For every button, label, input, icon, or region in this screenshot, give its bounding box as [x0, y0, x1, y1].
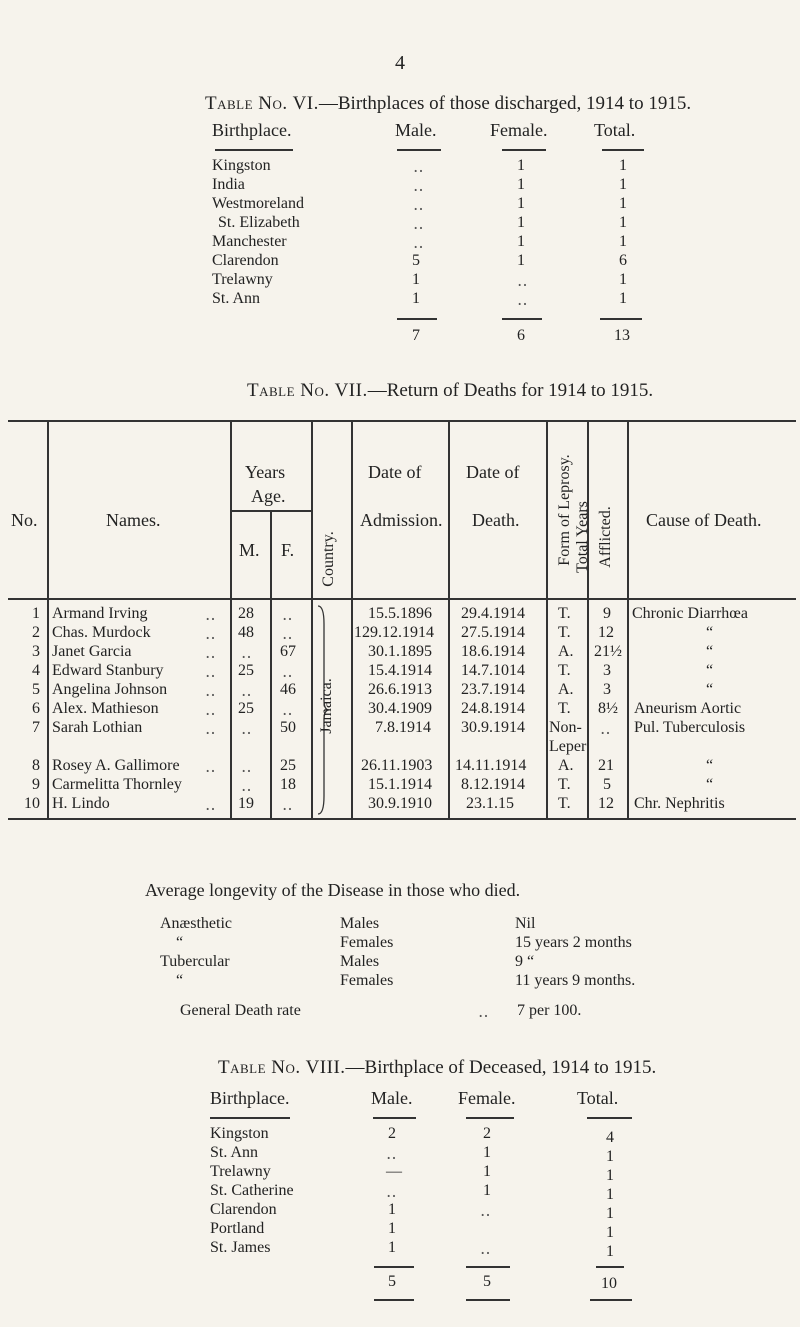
table6-underline-birthplace — [215, 149, 293, 151]
table7-no: 3 — [32, 643, 40, 660]
table7-top-rule — [8, 420, 796, 422]
table6-male: ‥ — [413, 235, 424, 252]
table7-header-f: F. — [281, 540, 295, 560]
table7-header-no: No. — [11, 510, 38, 530]
table7-header-admission-2: Admission. — [360, 510, 443, 530]
table7-vrule-7 — [546, 420, 548, 818]
longevity-title: Average longevity of the Disease in those who died. — [145, 880, 521, 900]
table8-place: St. Catherine — [210, 1182, 294, 1199]
table7-death: 29.4.1914 — [461, 605, 525, 622]
table8-female: 1 — [483, 1163, 491, 1180]
longevity-type: “ — [176, 972, 184, 989]
longevity-value: 11 years 9 months. — [515, 972, 636, 989]
table7-years: 5 — [603, 776, 611, 793]
table7-death: 24.8.1914 — [461, 700, 525, 717]
table7-name: H. Lindo — [52, 795, 110, 812]
longevity-sex: Males — [340, 915, 380, 932]
table7-years: 12 — [598, 795, 614, 812]
table7-title-rest: —Return of Deaths for 1914 to 1915. — [367, 380, 654, 401]
table7-vrule-2 — [230, 420, 232, 818]
table7-m: 19 — [238, 795, 254, 812]
table6-total: 6 — [619, 252, 627, 269]
longevity-type: “ — [176, 934, 184, 951]
longevity-sex: Females — [340, 934, 394, 951]
table7-m: 48 — [238, 624, 254, 641]
table8-place: Trelawny — [210, 1163, 271, 1180]
longevity-value: 9 “ — [515, 953, 535, 970]
longevity-type: Anæsthetic — [160, 915, 232, 932]
table7-no: 4 — [32, 662, 40, 679]
table7-f: ‥ — [282, 607, 293, 624]
table7-f: ‥ — [282, 702, 293, 719]
longevity-sex: Females — [340, 972, 394, 989]
table7-name-dots: ‥ — [205, 702, 216, 719]
death-rate-dots: ‥ — [478, 1004, 489, 1021]
table8-male: ‥ — [386, 1184, 397, 1201]
table8-underline-birthplace — [210, 1117, 290, 1119]
table8-place: Portland — [210, 1220, 265, 1237]
page-number: 4 — [395, 52, 405, 74]
table7-header-rule — [8, 598, 796, 600]
table6-sum-line-male — [397, 318, 437, 320]
table8-total: 1 — [606, 1243, 614, 1260]
table7-years: 3 — [603, 662, 611, 679]
table8-title — [218, 1057, 656, 1079]
table7-years: 3 — [603, 681, 611, 698]
table7-name: Armand Irving — [52, 605, 148, 622]
table7-name-dots: ‥ — [205, 721, 216, 738]
table7-m: 25 — [238, 662, 254, 679]
table8-total-female: 5 — [483, 1273, 491, 1290]
table6-place: St. Elizabeth — [218, 214, 300, 231]
table8-male: ‥ — [386, 1146, 397, 1163]
table7-cause: “ — [706, 757, 714, 774]
table7-years: 12 — [598, 624, 614, 641]
table7-m: 25 — [238, 700, 254, 717]
table7-m: ‥ — [241, 778, 252, 795]
table8-total: 1 — [606, 1148, 614, 1165]
table8-female: ‥ — [480, 1203, 491, 1220]
table7-admission: 15.1.1914 — [368, 776, 432, 793]
table7-death: 23.1.15 — [466, 795, 514, 812]
table6-header-male: Male. — [395, 120, 437, 140]
table8-double-line-total — [590, 1299, 632, 1301]
table6-total: 1 — [619, 176, 627, 193]
table7-header-age: Age. — [251, 486, 286, 506]
table7-death: 27.5.1914 — [461, 624, 525, 641]
table7-years: ‥ — [600, 721, 611, 738]
table7-m: ‥ — [241, 759, 252, 776]
table7-form: T. — [558, 624, 571, 641]
table8-female: 1 — [483, 1182, 491, 1199]
death-rate-value: 7 per 100. — [517, 1002, 582, 1019]
table7-name: Alex. Mathieson — [52, 700, 159, 717]
table6-place: India — [212, 176, 245, 193]
table7-name-dots: ‥ — [205, 607, 216, 624]
table6-male: 5 — [412, 252, 420, 269]
table7-form: T. — [558, 662, 571, 679]
table6-underline-total — [602, 149, 644, 151]
longevity-value: 15 years 2 months — [515, 934, 632, 951]
table6-female: 1 — [517, 233, 525, 250]
table7-m: ‥ — [241, 645, 252, 662]
table6-female: 1 — [517, 195, 525, 212]
table8-double-line-female — [466, 1299, 510, 1301]
table7-name: Carmelitta Thornley — [52, 776, 182, 793]
table6-underline-female — [502, 149, 546, 151]
table7-no: 6 — [32, 700, 40, 717]
table8-male: 1 — [388, 1220, 396, 1237]
table7-cause: Chr. Nephritis — [634, 795, 725, 812]
table6-male: 1 — [412, 290, 420, 307]
table6-total-total: 13 — [614, 327, 630, 344]
table8-total-male: 5 — [388, 1273, 396, 1290]
table6-title — [205, 93, 691, 115]
table7-vrule-5 — [351, 420, 353, 818]
table7-no: 1 — [32, 605, 40, 622]
table7-m: 28 — [238, 605, 254, 622]
table7-header-country: Country. — [320, 531, 337, 587]
table8-header-female: Female. — [458, 1088, 516, 1108]
table8-header-birthplace: Birthplace. — [210, 1088, 290, 1108]
table7-death: 30.9.1914 — [461, 719, 525, 736]
table7-title-prefix: Table No. VII. — [247, 380, 368, 401]
table7-header-form: Form of Leprosy. — [556, 454, 573, 566]
table7-f: 25 — [280, 757, 296, 774]
table7-admission: 15.4.1914 — [368, 662, 432, 679]
table6-female: ‥ — [517, 273, 528, 290]
table7-form: Leper — [549, 738, 587, 755]
table8-female: 2 — [483, 1125, 491, 1142]
table7-name: Edward Stanbury — [52, 662, 164, 679]
table6-male: ‥ — [413, 159, 424, 176]
table6-female: 1 — [517, 252, 525, 269]
table7-no: 9 — [32, 776, 40, 793]
table7-header-total-years-1: Total Years — [574, 501, 591, 573]
table7-name-dots: ‥ — [205, 759, 216, 776]
table7-no: 7 — [32, 719, 40, 736]
table7-death: 18.6.1914 — [461, 643, 525, 660]
table7-form: Non- — [549, 719, 582, 736]
table7-f: ‥ — [282, 626, 293, 643]
table7-vrule-3 — [270, 510, 272, 818]
table6-header-birthplace: Birthplace. — [212, 120, 292, 140]
table7-form: T. — [558, 605, 571, 622]
table6-place: Trelawny — [212, 271, 273, 288]
table8-place: St. James — [210, 1239, 271, 1256]
table7-form: T. — [558, 795, 571, 812]
table8-header-male: Male. — [371, 1088, 413, 1108]
table7-form-2: A. — [558, 757, 574, 774]
table7-years: 21 — [598, 757, 614, 774]
table7-name: Sarah Lothian — [52, 719, 143, 736]
table7-header-names: Names. — [106, 510, 161, 530]
table7-admission: 15.5.1896 — [368, 605, 432, 622]
table6-female: 1 — [517, 157, 525, 174]
table8-female: 1 — [483, 1144, 491, 1161]
table7-vrule-8 — [587, 420, 589, 818]
table7-cause: Aneurism Aortic — [634, 700, 742, 717]
table7-cause: “ — [706, 662, 714, 679]
table8-male: 1 — [388, 1239, 396, 1256]
table8-underline-male — [373, 1117, 416, 1119]
table7-header-total-years-2: Afflicted. — [597, 506, 614, 568]
table8-place: Kingston — [210, 1125, 269, 1142]
table7-title — [247, 380, 653, 402]
table7-f: 50 — [280, 719, 296, 736]
table7-header-death-2: Death. — [472, 510, 520, 530]
table6-male: 1 — [412, 271, 420, 288]
table7-no: 10 — [24, 795, 40, 812]
death-rate-label: General Death rate — [180, 1002, 301, 1019]
table8-header-total: Total. — [577, 1088, 619, 1108]
table6-underline-male — [397, 149, 441, 151]
table8-male: 1 — [388, 1201, 396, 1218]
table6-total: 1 — [619, 290, 627, 307]
table7-vrule-1 — [47, 420, 49, 818]
table8-title-prefix: Table No. VIII. — [218, 1057, 346, 1078]
table7-cause: “ — [706, 776, 714, 793]
table6-total-female: 6 — [517, 327, 525, 344]
table7-form: A. — [558, 643, 574, 660]
table7-years: 8½ — [598, 700, 618, 717]
table7-admission: 30.4.1909 — [368, 700, 432, 717]
table7-years: 9 — [603, 605, 611, 622]
table6-total: 1 — [619, 271, 627, 288]
table8-title-rest: —Birthplace of Deceased, 1914 to 1915. — [345, 1057, 657, 1078]
table8-total: 4 — [606, 1129, 614, 1146]
table8-underline-female — [466, 1117, 514, 1119]
table8-place: Clarendon — [210, 1201, 277, 1218]
table6-male: ‥ — [413, 197, 424, 214]
table7-no: 5 — [32, 681, 40, 698]
table6-place: Manchester — [212, 233, 287, 250]
table7-m: ‥ — [241, 683, 252, 700]
table7-death: 23.7.1914 — [461, 681, 525, 698]
table6-sum-line-female — [502, 318, 542, 320]
table7-f: 67 — [280, 643, 296, 660]
table8-sum-line-female — [466, 1266, 510, 1268]
table7-name-dots: ‥ — [205, 626, 216, 643]
table7-name-dots: ‥ — [205, 797, 216, 814]
table7-name: Angelina Johnson — [52, 681, 168, 698]
table7-admission: 7.8.1914 — [375, 719, 431, 736]
longevity-type: Tubercular — [160, 953, 230, 970]
table8-female: ‥ — [480, 1241, 491, 1258]
table7-form: A. — [558, 681, 574, 698]
table6-place: St. Ann — [212, 290, 261, 307]
table7-f: ‥ — [282, 797, 293, 814]
table7-death: 14.11.1914 — [455, 757, 527, 774]
table8-underline-total — [587, 1117, 632, 1119]
longevity-value: Nil — [515, 915, 536, 932]
table8-sum-line-total — [596, 1266, 624, 1268]
table7-name: Janet Garcia — [52, 643, 132, 660]
table7-name: Rosey A. Gallimore — [52, 757, 180, 774]
longevity-sex: Males — [340, 953, 380, 970]
table7-form: T. — [558, 700, 571, 717]
table7-no: 2 — [32, 624, 40, 641]
table7-no: 8 — [32, 757, 40, 774]
table7-death: 14.7.1014 — [461, 662, 525, 679]
table8-sum-line-male — [374, 1266, 414, 1268]
table6-header-total: Total. — [594, 120, 636, 140]
table6-male: ‥ — [413, 178, 424, 195]
table7-cause: “ — [706, 681, 714, 698]
table7-country-value: Jamaica. — [318, 678, 335, 734]
table7-header-admission-1: Date of — [368, 462, 422, 482]
table6-header-female: Female. — [490, 120, 548, 140]
table7-vrule-4 — [311, 420, 313, 818]
table6-title-prefix: Table No. VI. — [205, 93, 319, 114]
table7-f: ‥ — [282, 664, 293, 681]
table6-female: 1 — [517, 176, 525, 193]
table7-header-death-1: Date of — [466, 462, 520, 482]
table7-admission: 26.11.1903 — [361, 757, 433, 774]
table7-cause: “ — [706, 643, 714, 660]
table6-sum-line-total — [600, 318, 642, 320]
table8-place: St. Ann — [210, 1144, 259, 1161]
table8-double-line-male — [374, 1299, 414, 1301]
table6-total-male: 7 — [412, 327, 420, 344]
table6-total: 1 — [619, 214, 627, 231]
table8-total: 1 — [606, 1205, 614, 1222]
table7-admission: 26.6.1913 — [368, 681, 432, 698]
table8-total: 1 — [606, 1186, 614, 1203]
table7-name: Chas. Murdock — [52, 624, 151, 641]
table7-f: 46 — [280, 681, 296, 698]
table6-total: 1 — [619, 233, 627, 250]
table6-total: 1 — [619, 195, 627, 212]
table6-place: Kingston — [212, 157, 271, 174]
table7-vrule-9 — [627, 420, 629, 818]
table6-male: ‥ — [413, 216, 424, 233]
table6-place: Westmoreland — [212, 195, 305, 212]
table8-total: 1 — [606, 1167, 614, 1184]
table7-name-dots: ‥ — [205, 664, 216, 681]
table7-cause: Pul. Tuberculosis — [634, 719, 746, 736]
table7-header-cause: Cause of Death. — [646, 510, 762, 530]
table7-header-years: Years — [245, 462, 286, 482]
table7-admission: 129.12.1914 — [354, 624, 434, 641]
table7-f: 18 — [280, 776, 296, 793]
table6-total: 1 — [619, 157, 627, 174]
table6-female: 1 — [517, 214, 525, 231]
table8-male: — — [386, 1163, 402, 1180]
table7-bottom-rule — [8, 818, 796, 820]
table7-name-dots: ‥ — [205, 645, 216, 662]
table6-female: ‥ — [517, 292, 528, 309]
table7-header-m: M. — [239, 540, 260, 560]
table7-admission: 30.1.1895 — [368, 643, 432, 660]
table7-form: T. — [558, 776, 571, 793]
table8-total-total: 10 — [601, 1275, 617, 1292]
table7-vrule-6 — [448, 420, 450, 818]
table8-total: 1 — [606, 1224, 614, 1241]
table7-years: 21½ — [594, 643, 622, 660]
table8-male: 2 — [388, 1125, 396, 1142]
table7-name-dots: ‥ — [205, 683, 216, 700]
table7-cause: “ — [706, 624, 714, 641]
table7-death: 8.12.1914 — [461, 776, 525, 793]
table6-place: Clarendon — [212, 252, 279, 269]
table7-cause: Chronic Diarrhœa — [632, 605, 748, 622]
table7-m: ‥ — [241, 721, 252, 738]
table7-admission: 30.9.1910 — [368, 795, 432, 812]
table6-title-rest: —Birthplaces of those discharged, 1914 to 1915. — [318, 93, 692, 114]
